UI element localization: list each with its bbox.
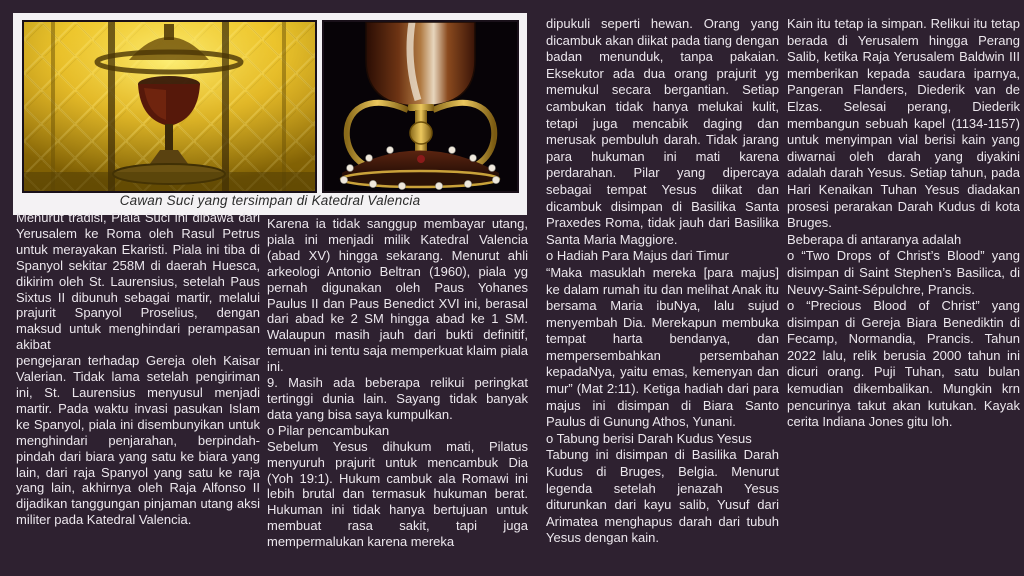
paragraph: Tabung ini disimpan di Basilika Darah Kudus di Bruges, Belgia. Menurut legenda setelah jenazah Yesus diturunkan dari kayu salib, Yusuf dari Arimatea menghapus darah dari tubuh Yesus dengan kain. bbox=[546, 447, 779, 546]
holy-grail-agate-chalice-image bbox=[324, 22, 517, 191]
paragraph: pengejaran terhadap Gereja oleh Kaisar Valerian. Tidak lama setelah pengiriman ini, St. Laurensius menyusul menjadi martir. Pada waktu invasi pasukan Islam ke Spanyol, piala ini disembunyikan untuk menghindari penjarahan, berpindah-pindah dari biara yang satu ke biara yang lain, dari raja Spanyol yang satu ke raja yang lain, akhirnya oleh Raja Alfonso II dijadikan tanggungan pinjaman utang aksi militer pada Katedral Valencia. bbox=[16, 353, 260, 528]
paragraph: o Tabung berisi Darah Kudus Yesus bbox=[546, 430, 752, 446]
paragraph: 9. Masih ada beberapa relikui peringkat tertinggi dunia lain. Sayang tidak banyak data yang bisa saya kumpulkan. bbox=[267, 375, 528, 422]
paragraph: Beberapa di antaranya adalah bbox=[787, 231, 962, 247]
figure-panel bbox=[13, 13, 527, 215]
text-column-3 bbox=[546, 16, 779, 547]
text-column-1 bbox=[16, 210, 260, 528]
text-column-2 bbox=[267, 216, 528, 550]
paragraph: o “Two Drops of Christ’s Blood” yang disimpan di Saint Stephen’s Basilica, di Neuvy-Saint-Sépulchre, Prancis. bbox=[787, 248, 1020, 297]
paragraph: o Pilar pencambukan bbox=[267, 422, 390, 438]
paragraph: “Maka masuklah mereka [para majus] ke dalam rumah itu dan melihat Anak itu bersama Maria ibuNya, lalu sujud menyembah Dia. Merekapun membuka tempat harta bendanya, dan mempersembahkan persembahan kepadaNya, yaitu emas, kemenyan dan mur” (Mat 2:11). Ketiga hadiah dari para majus ini disimpan di Biara Santo Paulus di Gunung Athos, Yunani. bbox=[546, 264, 779, 430]
gold-reliquary-chalice-image bbox=[24, 22, 315, 191]
text-column-4 bbox=[787, 16, 1020, 431]
paragraph: o “Precious Blood of Christ” yang disimpan di Gereja Biara Benediktin di Fecamp, Normandia, Prancis. Tahun 2022 lalu, relik berusia 2000 tahun ini dicuri orang. Puji Tuhan, satu bulan kemudian dikembalikan. Mungkin krn pencurinya takut akan kutukan. Kayak cerita Indiana Jones gitu loh. bbox=[787, 298, 1020, 430]
holy-grail-agate-chalice-photo bbox=[322, 20, 519, 193]
paragraph: Sebelum Yesus dihukum mati, Pilatus menyuruh prajurit untuk mencambuk Dia (Yoh 19:1). Hukum cambuk ala Romawi ini lebih brutal dan termasuk hukuman berat. Hukuman ini tidak hanya bertujuan untuk membuat rasa sakit, tapi juga mempermalukan karena mereka bbox=[267, 438, 528, 550]
paragraph: o Hadiah Para Majus dari Timur bbox=[546, 248, 729, 264]
paragraph: Menurut tradisi, Piala Suci ini dibawa dari Yerusalem ke Roma oleh Rasul Petrus untuk merayakan Ekaristi. Piala ini tiba di Spanyol sekitar 258M di daerah Huesca, dikirim oleh St. Laurensius, setelah Paus Sixtus II dibunuh sebagai martir, melalui prajurit Spanyol Proselius, dengan maksud untuk menghindari perampasan akibat bbox=[16, 210, 260, 353]
paragraph: Kain itu tetap ia simpan. Relikui itu tetap berada di Yerusalem hingga Perang Salib, ketika Raja Yerusalem Baldwin III memberikan kepada saudara iparnya, Pangeran Flanders, Diederik van de Elzas. Selesai perang, Diederik membangun sebuah kapel (1134-1157) untuk menyimpan vial berisi kain yang diwarnai oleh darah yang diyakini adalah darah Yesus. Setiap tahun, pada Hari Kenaikan Tuhan Yesus diadakan prosesi perarakan Darah Kudus di kota Bruges. bbox=[787, 16, 1020, 231]
gold-reliquary-chalice-photo bbox=[22, 20, 317, 193]
figure-caption: Cawan Suci yang tersimpan di Katedral Valencia bbox=[119, 193, 421, 208]
paragraph: Karena ia tidak sanggup membayar utang, piala ini menjadi milik Katedral Valencia (abad XV) hingga sekarang. Menurut ahli arkeologi Antonio Beltran (1960), piala yg pernah digunakan oleh Paus Yohanes Paulus II dan Paus Benedict XVI ini, berasal dari abad ke 2 SM hingga abad ke 1 SM. Walaupun masih jauh dari bukti definitif, temuan ini tentu saja memperkuat klaim piala ini. bbox=[267, 216, 528, 375]
paragraph: dipukuli seperti hewan. Orang yang dicambuk akan diikat pada tiang dengan badan menunduk, tanpa pakaian. Eksekutor ada dua orang prajurit yg memukul secara bergantian. Setiap cambukan tidak hanya melukai kulit, tetapi juga mencabik daging dan merusak pembuluh darah. Tidak jarang para hukuman ini mati karena perdarahan. Pilar yang dipercaya sebagai tempat Yesus diikat dan dicambuk disimpan di Basilika Santa Praxedes Roma, tidak jauh dari Basilika Santa Maria Maggiore. bbox=[546, 16, 779, 247]
